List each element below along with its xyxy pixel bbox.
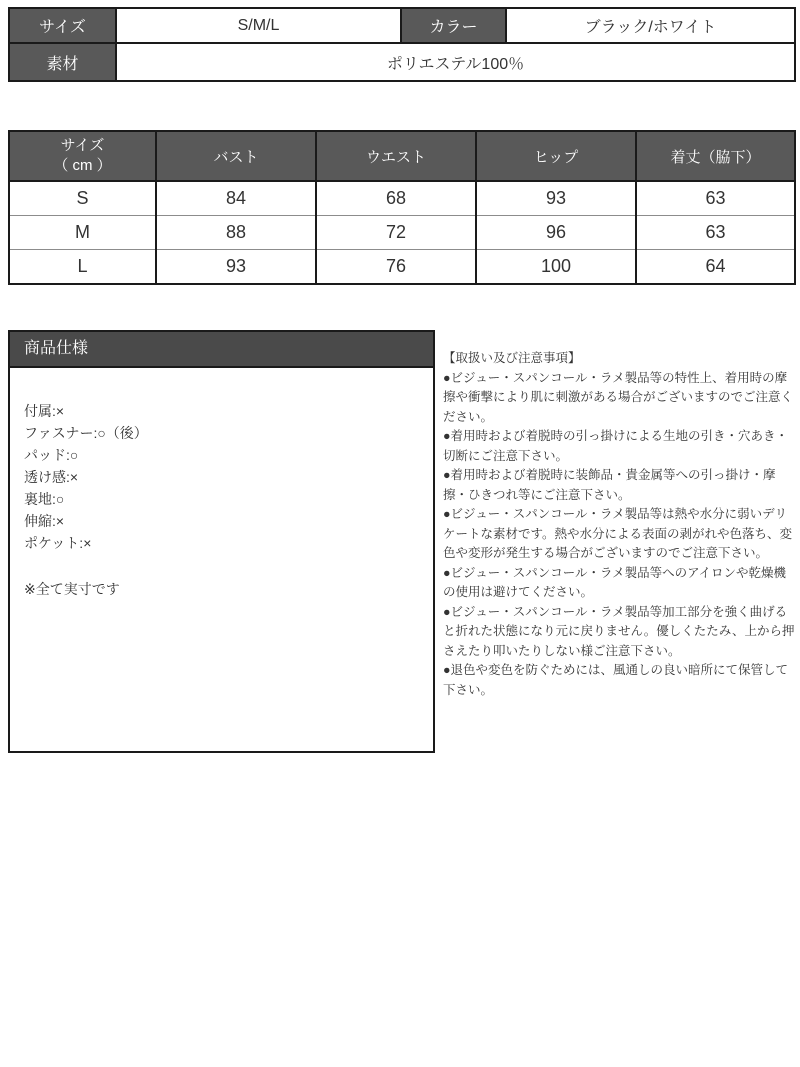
material-label-cell: 素材	[9, 43, 116, 81]
size-chart-cell: 76	[316, 250, 476, 285]
size-chart-cell: 72	[316, 216, 476, 250]
product-spec-box	[8, 330, 435, 753]
size-chart-row-s	[9, 181, 795, 216]
spec-actual-measurement-note: ※全て実寸です	[24, 581, 120, 597]
size-chart-cell: 93	[476, 181, 636, 216]
size-chart-row-l	[9, 250, 795, 285]
precaution-item: ●ビジュー・スパンコール・ラメ製品等へのアイロンや乾燥機の使用は避けてください。	[443, 565, 787, 599]
color-label-cell: カラー	[401, 8, 506, 43]
spec-item-pocket: ポケット:×	[24, 535, 92, 551]
spec-item-accessory: 付属:×	[24, 403, 65, 419]
size-chart-cell: 64	[636, 250, 795, 285]
size-chart-header-bust: バスト	[156, 131, 316, 181]
precautions-title: 【取扱い及び注意事項】	[443, 351, 581, 365]
product-spec-list	[10, 368, 433, 600]
product-spec-title: 商品仕様	[10, 332, 433, 368]
spec-item-pad: パッド:○	[24, 447, 79, 463]
size-label-cell: サイズ	[9, 8, 116, 43]
size-chart-cell: 84	[156, 181, 316, 216]
spec-item-sheerness: 透け感:×	[24, 469, 79, 485]
precaution-item: ●ビジュー・スパンコール・ラメ製品等の特性上、着用時の摩擦や衝撃により肌に刺激がある場合がございますのでご注意ください。	[443, 370, 794, 424]
precaution-item: ●着用時および着脱時に装飾品・貴金属等への引っ掛け・摩擦・ひきつれ等にご注意下さい。	[443, 468, 776, 502]
size-chart-cell: 63	[636, 216, 795, 250]
precaution-item: ●退色や変色を防ぐためには、風通しの良い暗所にて保管して下さい。	[443, 663, 789, 697]
size-chart-cell: 100	[476, 250, 636, 285]
size-chart-row-label: L	[9, 250, 156, 285]
size-chart-header-unit-label: （ cm ）	[53, 157, 112, 174]
precaution-item: ●ビジュー・スパンコール・ラメ製品等は熱や水分に弱いデリケートな素材です。熱や水分による表面の剥がれや色落ち、変色や変形が発生する場合がございますのでご注意下さい。	[443, 507, 793, 560]
spec-item-stretch: 伸縮:×	[24, 513, 65, 529]
size-chart-cell: 88	[156, 216, 316, 250]
precaution-item: ●ビジュー・スパンコール・ラメ製品等加工部分を強く曲げると折れた状態になり元に戻りません。優しくたたみ、上から押さえたり叩いたりしない様ご注意下さい。	[443, 604, 795, 658]
precautions-section	[443, 349, 796, 700]
spec-item-zipper: ファスナー:○（後）	[24, 425, 148, 441]
size-color-material-table	[8, 7, 796, 82]
size-chart-header-hip: ヒップ	[476, 131, 636, 181]
spec-item-lining: 裏地:○	[24, 491, 65, 507]
size-chart-row-label: M	[9, 216, 156, 250]
size-chart-header-size	[9, 131, 156, 181]
size-chart-table	[8, 130, 796, 285]
size-chart-cell: 68	[316, 181, 476, 216]
size-chart-row-label: S	[9, 181, 156, 216]
size-chart-cell: 93	[156, 250, 316, 285]
size-chart-header-length: 着丈（脇下）	[636, 131, 795, 181]
size-value-cell: S/M/L	[116, 8, 401, 43]
precaution-item: ●着用時および着脱時の引っ掛けによる生地の引き・穴あき・切断にご注意下さい。	[443, 429, 789, 463]
material-value-cell: ポリエステル100％	[116, 43, 795, 81]
size-chart-cell: 63	[636, 181, 795, 216]
color-value-cell: ブラック/ホワイト	[506, 8, 795, 43]
size-chart-header-waist: ウエスト	[316, 131, 476, 181]
size-chart-header-size-label: サイズ	[60, 137, 105, 154]
size-chart-cell: 96	[476, 216, 636, 250]
size-chart-row-m	[9, 216, 795, 250]
